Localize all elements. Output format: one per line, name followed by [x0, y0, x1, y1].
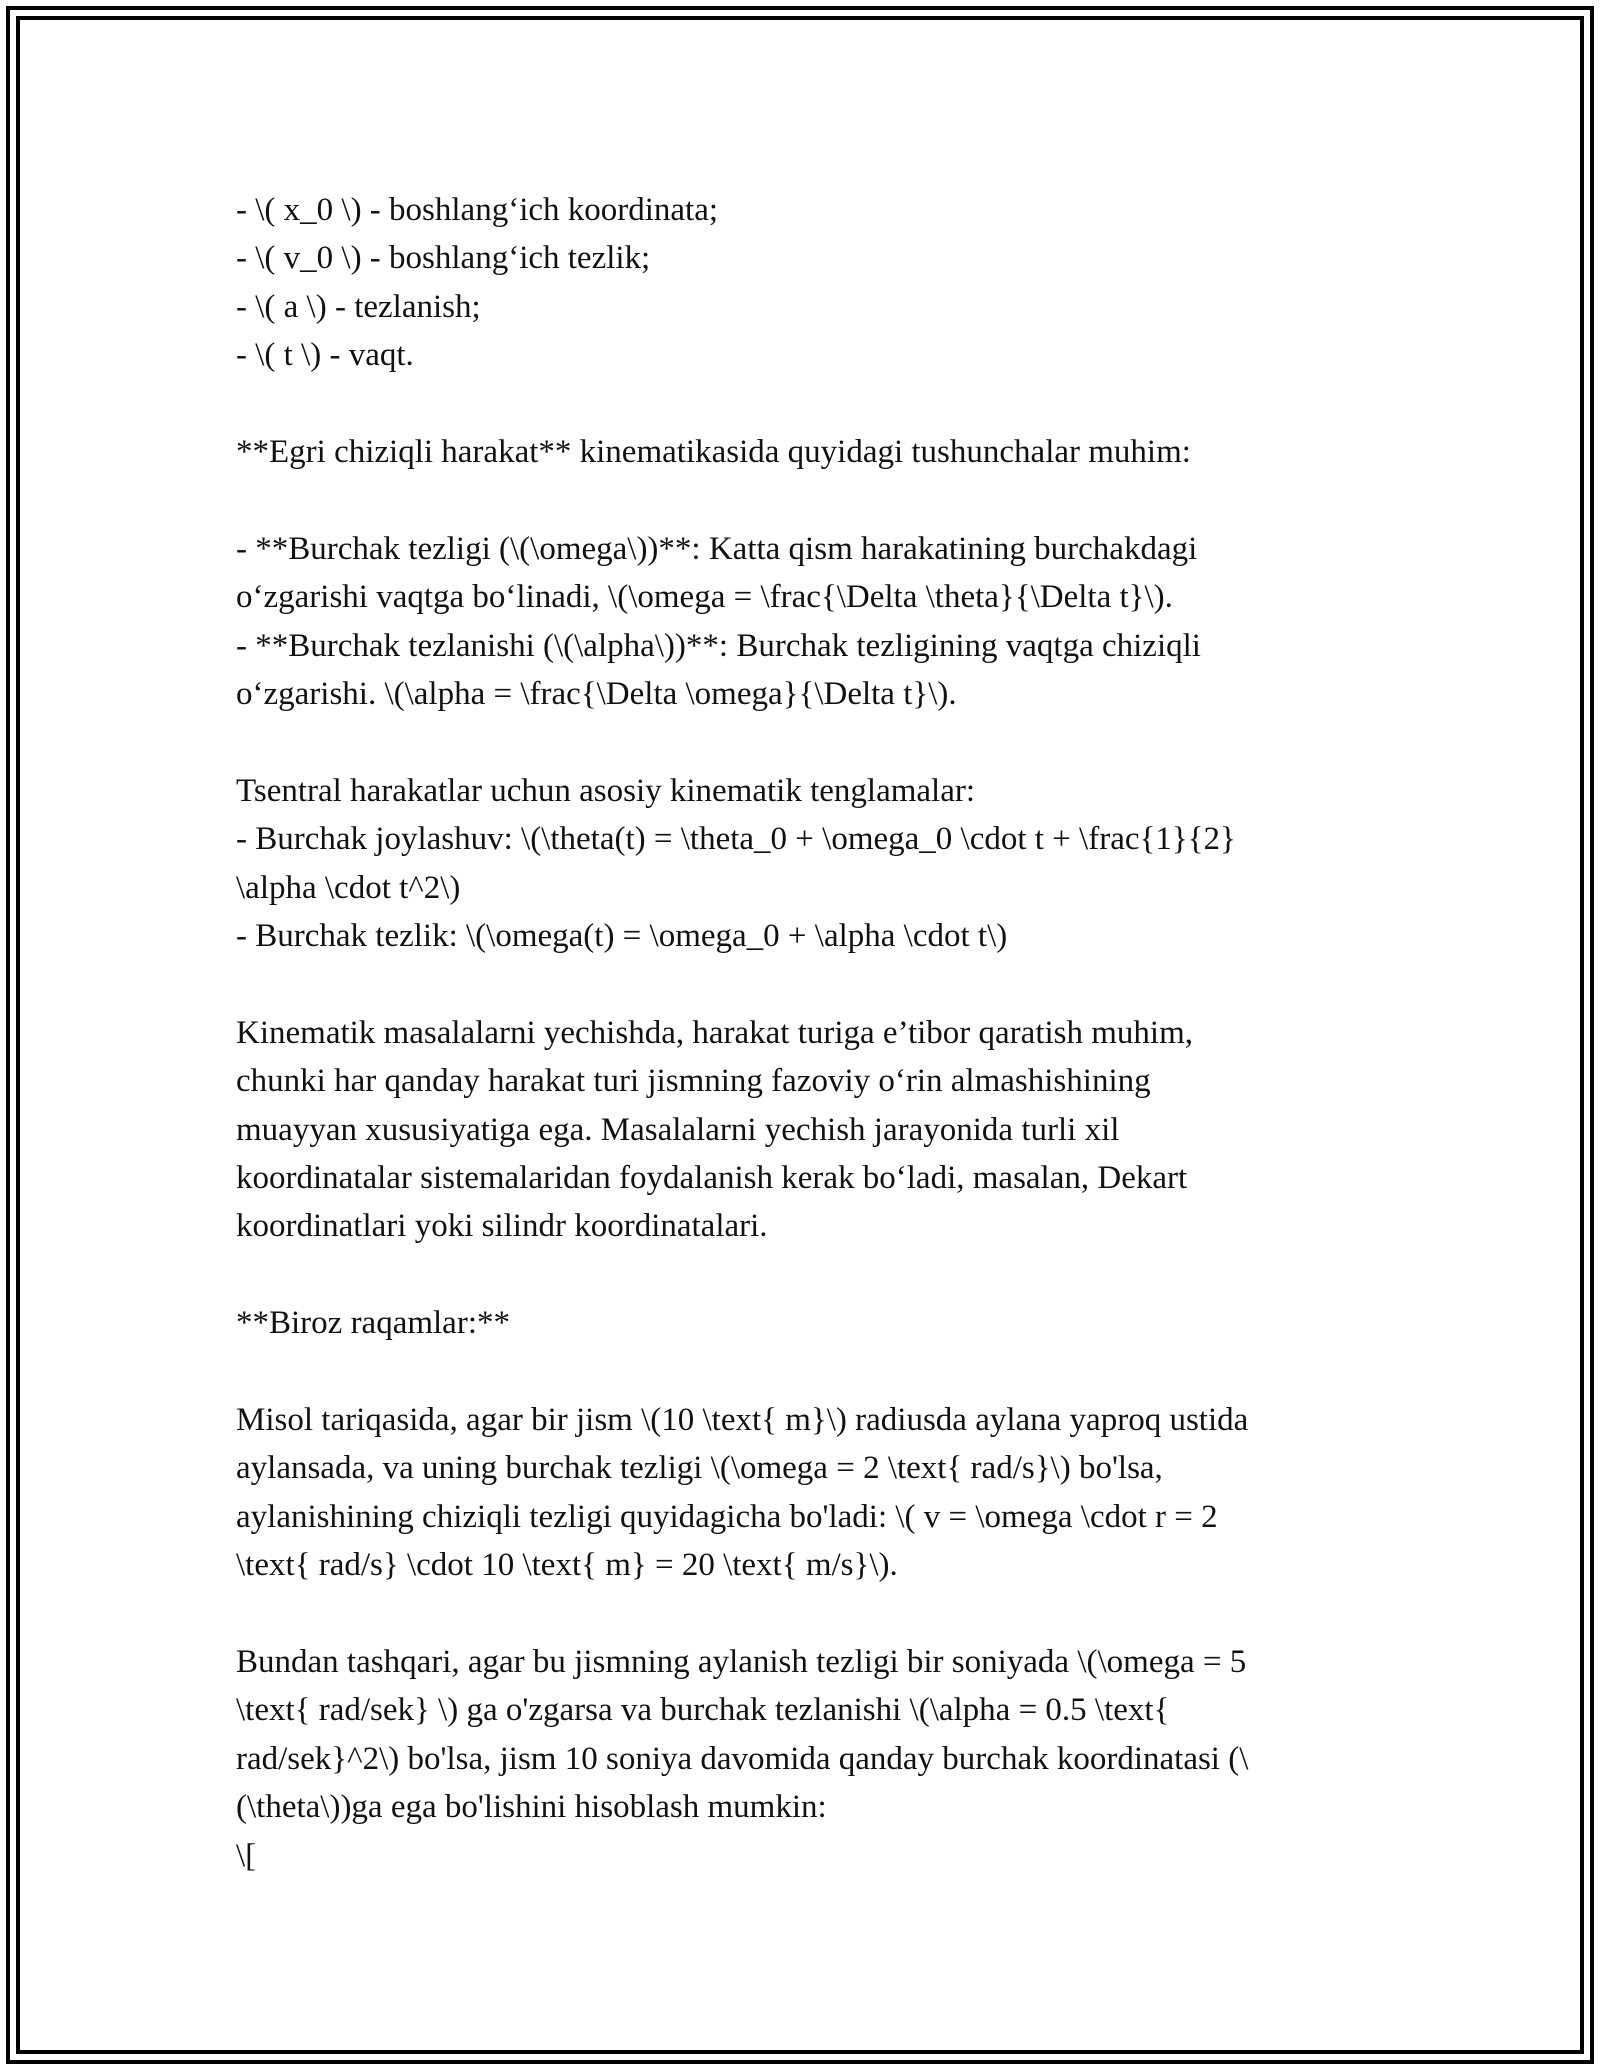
central-equations — [236, 767, 1376, 961]
paragraph-line: Kinematik masalalarni yechishda, harakat turiga e’tibor qaratish muhim, — [236, 1014, 1193, 1051]
paragraph-line: \text{ rad/sek} \) ga o'zgarsa va burchak tezlanishi \(\alpha = 0.5 \text{ — [236, 1692, 1170, 1729]
list-item: - **Burchak tezlanishi (\(\alpha\))**: Burchak tezligining vaqtga chiziqli — [236, 627, 1201, 664]
paragraph-line: Bundan tashqari, agar bu jismning aylanish tezligi bir soniyada \(\omega = 5 — [236, 1644, 1247, 1681]
example-paragraph — [236, 1396, 1376, 1590]
section-heading: **Biroz raqamlar:** — [236, 1305, 510, 1342]
list-item: o‘zgarishi vaqtga bo‘linadi, \(\omega = \frac{\Delta \theta}{\Delta t}\). — [236, 579, 1173, 616]
paragraph-line: \[ — [236, 1837, 257, 1874]
curvilinear-intro — [236, 428, 1376, 476]
paragraph-line: (\theta\))ga ega bo'lishini hisoblash mumkin: — [236, 1789, 827, 1826]
numbers-heading — [236, 1299, 1376, 1347]
paragraph-line: \text{ rad/s} \cdot 10 \text{ m} = 20 \text{ m/s}\). — [236, 1547, 898, 1584]
list-item: - \( x_0 \) - boshlang‘ich koordinata; — [236, 192, 719, 228]
document-body — [236, 186, 1376, 1880]
kinematic-paragraph — [236, 1009, 1376, 1251]
paragraph-line: chunki har qanday harakat turi jismning fazoviy o‘rin almashishining — [236, 1063, 1151, 1100]
curvilinear-items — [236, 525, 1376, 719]
paragraph-line: koordinatlari yoki silindr koordinatalari. — [236, 1208, 768, 1245]
list-item: - \( a \) - tezlanish; — [236, 288, 481, 325]
paragraph-gap — [236, 1348, 1376, 1396]
paragraph-gap — [236, 380, 1376, 428]
list-item: o‘zgarishi. \(\alpha = \frac{\Delta \omega}{\Delta t}\). — [236, 676, 957, 713]
paragraph-gap — [236, 476, 1376, 524]
paragraph-line: aylansada, va uning burchak tezligi \(\omega = 2 \text{ rad/s}\) bo'lsa, — [236, 1450, 1163, 1487]
paragraph-text: **Egri chiziqli harakat** kinematikasida quyidagi tushunchalar muhim: — [236, 434, 1191, 471]
paragraph-line: Misol tariqasida, agar bir jism \(10 \text{ m}\) radiusda aylana yaproq ustida — [236, 1402, 1249, 1439]
list-item: - \( v_0 \) - boshlang‘ich tezlik; — [236, 240, 651, 277]
paragraph-line: aylanishining chiziqli tezligi quyidagicha bo'ladi: \( v = \omega \cdot r = 2 — [236, 1498, 1218, 1535]
list-item: - Burchak tezlik: \(\omega(t) = \omega_0 + \alpha \cdot t\) — [236, 918, 1008, 955]
paragraph-gap — [236, 718, 1376, 766]
paragraph-gap — [236, 1590, 1376, 1638]
paragraph-gap — [236, 960, 1376, 1008]
paragraph-line: koordinatalar sistemalaridan foydalanish kerak bo‘ladi, masalan, Dekart — [236, 1160, 1188, 1197]
additional-paragraph — [236, 1638, 1376, 1880]
list-item: - Burchak joylashuv: \(\theta(t) = \theta_0 + \omega_0 \cdot t + \frac{1}{2} — [236, 821, 1236, 858]
list-item: \alpha \cdot t^2\) — [236, 869, 461, 906]
paragraph-text: Tsentral harakatlar uchun asosiy kinematik tenglamalar: — [236, 772, 976, 809]
paragraph-gap — [236, 1251, 1376, 1299]
list-item: - **Burchak tezligi (\(\omega\))**: Katta qism harakatining burchakdagi — [236, 530, 1198, 567]
paragraph-line: rad/sek}^2\) bo'lsa, jism 10 soniya davomida qanday burchak koordinatasi (\ — [236, 1740, 1249, 1777]
variables-list — [236, 186, 1376, 380]
list-item: - \( t \) - vaqt. — [236, 337, 414, 374]
paragraph-line: muayyan xususiyatiga ega. Masalalarni yechish jarayonida turli xil — [236, 1111, 1120, 1148]
